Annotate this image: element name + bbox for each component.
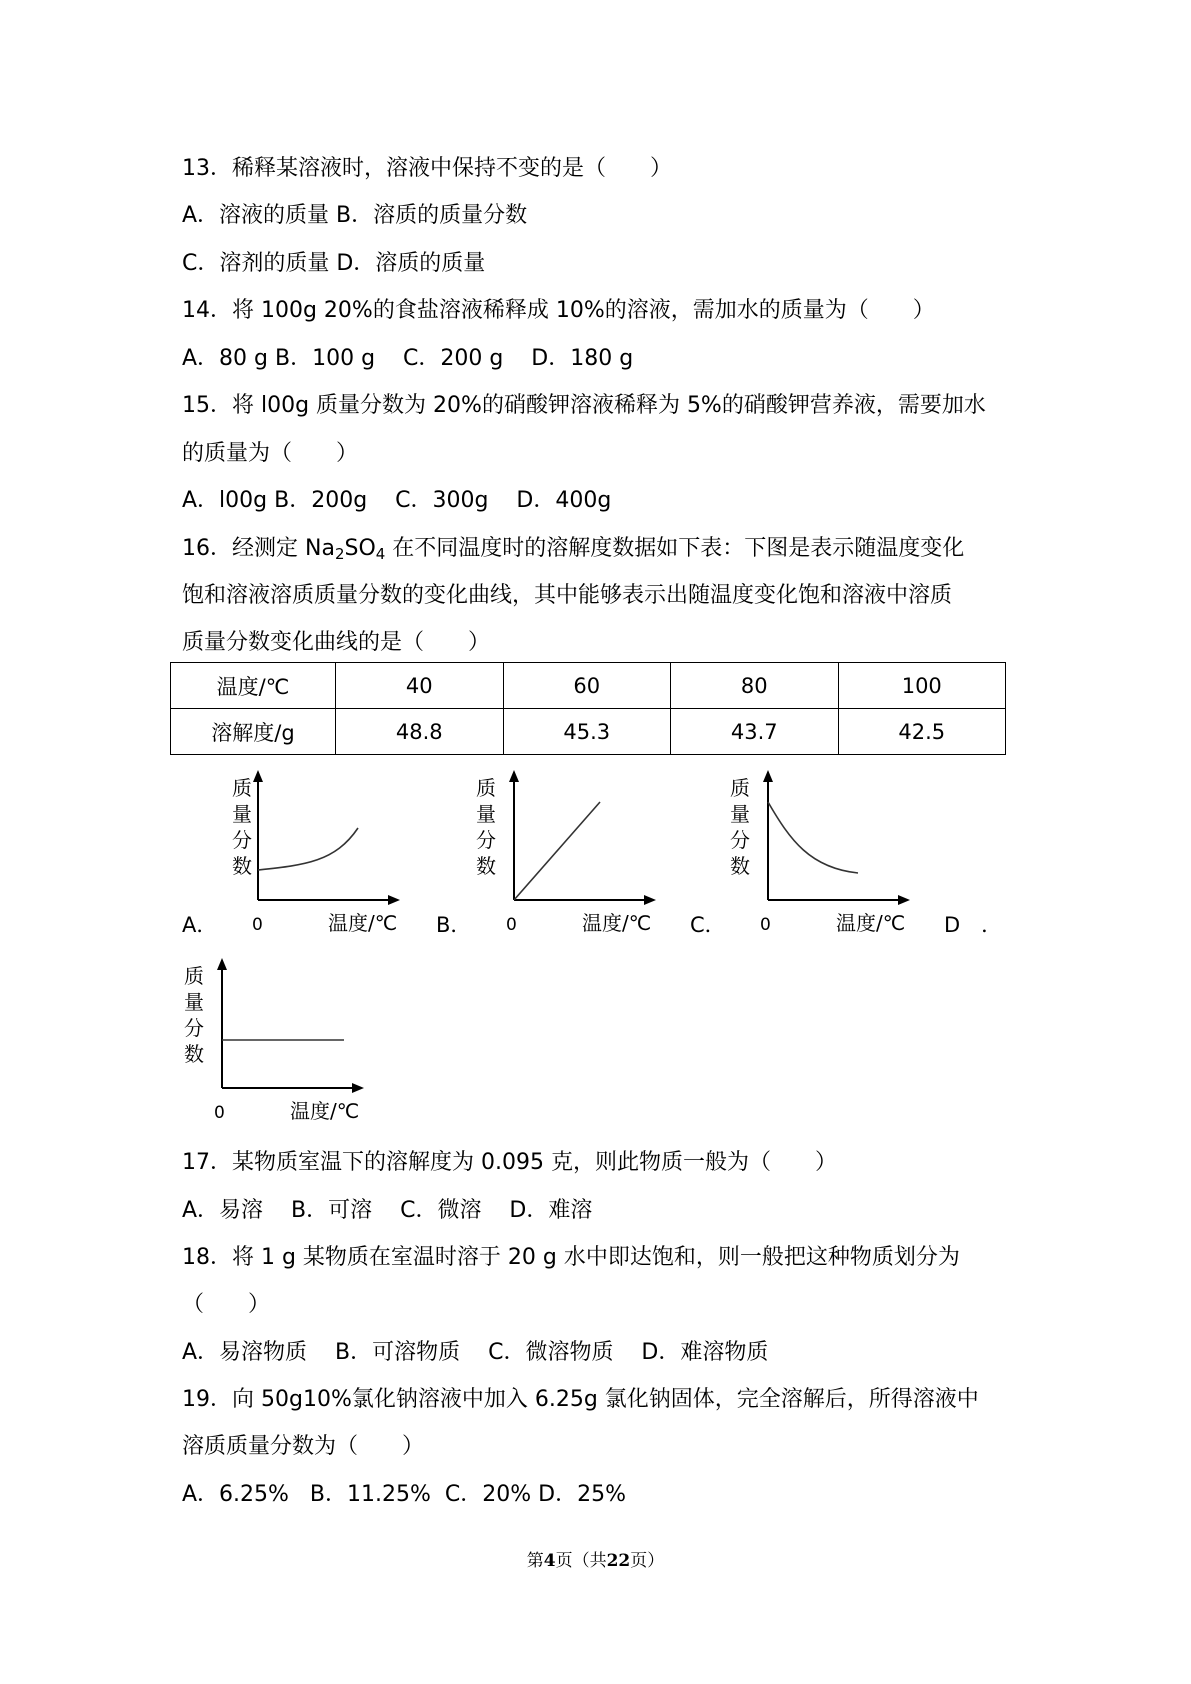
q13-options-cd: C．溶剂的质量 D．溶质的质量 <box>182 251 486 276</box>
graph-ylabel-char: 数 <box>184 1042 204 1066</box>
graph-xlabel: 温度/℃ <box>582 911 652 935</box>
q15-stem-line1: 15．将 l00g 质量分数为 20%的硝酸钾溶液稀释为 5%的硝酸钾营养液，需要加水 <box>182 393 986 418</box>
graph-ylabel-char: 分 <box>730 828 750 852</box>
q17-options: A．易溶 B．可溶 C．微溶 D．难溶 <box>182 1198 593 1223</box>
q19-stem-line2: 溶质质量分数为（ ） <box>182 1434 425 1459</box>
table-cell: 48.8 <box>336 709 504 755</box>
graph-option-b-label: B． <box>436 913 472 937</box>
q14-options: A．80 g B．100 g C．200 g D．180 g <box>182 346 634 371</box>
y-axis-arrow <box>509 770 519 782</box>
q13-options-ab: A．溶液的质量 B．溶质的质量分数 <box>182 203 528 228</box>
q19-stem-line1: 19．向 50g10%氯化钠溶液中加入 6.25g 氯化钠固体，完全溶解后，所得溶液中 <box>182 1387 979 1412</box>
q18-stem-line2: （ ） <box>182 1292 271 1317</box>
graph-ylabel-char: 数 <box>476 854 496 878</box>
q16-stem-line2: 饱和溶液溶质质量分数的变化曲线，其中能够表示出随温度变化饱和溶液中溶质 <box>182 583 953 608</box>
y-axis-arrow <box>217 958 227 970</box>
y-axis-arrow <box>253 770 263 782</box>
solubility-header: 溶解度/g <box>171 709 336 755</box>
graph-ylabel-char: 量 <box>730 802 750 826</box>
graph-ylabel-char: 分 <box>184 1016 204 1040</box>
q14-stem: 14．将 100g 20%的食盐溶液稀释成 10%的溶液，需加水的质量为（ ） <box>182 298 935 323</box>
q17-stem: 17．某物质室温下的溶解度为 0.095 克，则此物质一般为（ ） <box>182 1150 837 1175</box>
line-rising <box>514 802 600 900</box>
table-cell: 80 <box>671 663 839 709</box>
graph-option-d <box>172 958 372 1128</box>
table-cell: 60 <box>503 663 671 709</box>
graph-ylabel-char: 量 <box>184 990 204 1014</box>
graph-option-c <box>718 770 918 940</box>
table-cell: 45.3 <box>503 709 671 755</box>
x-axis-arrow <box>898 895 910 905</box>
q15-options: A．l00g B．200g C．300g D．400g <box>182 488 612 513</box>
graph-ylabel-char: 量 <box>232 802 252 826</box>
graph-option-b <box>464 770 664 940</box>
graph-ylabel-char: 质 <box>184 964 204 988</box>
q15-stem-line2: 的质量为（ ） <box>182 441 359 466</box>
graph-option-d-label: D ． <box>944 913 1003 937</box>
curve-falling <box>768 802 858 873</box>
graph-xlabel: 温度/℃ <box>328 911 398 935</box>
temperature-header: 温度/℃ <box>171 663 336 709</box>
graph-xlabel: 温度/℃ <box>290 1099 360 1123</box>
q16-stem-line1: 16．经测定 $Na_2SO_4$ 在不同温度时的溶解度数据如下表：下图是表示随温度变化 <box>182 536 965 563</box>
q18-options: A．易溶物质 B．可溶物质 C．微溶物质 D．难溶物质 <box>182 1340 769 1365</box>
graph-ylabel-char: 数 <box>730 854 750 878</box>
graph-ylabel-char: 分 <box>476 828 496 852</box>
q16-stem-line3: 质量分数变化曲线的是（ ） <box>182 630 491 655</box>
q19-options: A．6.25% B．11.25% C．20% D．25% <box>182 1482 626 1507</box>
q13-stem: 13．稀释某溶液时，溶液中保持不变的是（ ） <box>182 156 672 181</box>
y-axis-arrow <box>763 770 773 782</box>
graph-ylabel-char: 分 <box>232 828 252 852</box>
curve-rising <box>258 828 358 870</box>
solubility-table <box>170 662 1006 755</box>
q18-stem-line1: 18．将 1 g 某物质在室温时溶于 20 g 水中即达饱和，则一般把这种物质划分为 <box>182 1245 960 1270</box>
table-row <box>171 709 1006 755</box>
graph-ylabel-char: 质 <box>476 776 496 800</box>
page-footer: 第4页（共22页） <box>526 1551 665 1571</box>
graph-origin: 0 <box>252 915 263 935</box>
graph-ylabel-char: 数 <box>232 854 252 878</box>
table-cell: 43.7 <box>671 709 839 755</box>
x-axis-arrow <box>352 1083 364 1093</box>
table-cell: 42.5 <box>838 709 1006 755</box>
graph-ylabel-char: 质 <box>730 776 750 800</box>
graph-origin: 0 <box>760 915 771 935</box>
graph-option-c-label: C． <box>690 913 726 937</box>
graph-origin: 0 <box>506 915 517 935</box>
graph-option-a <box>210 770 410 940</box>
x-axis-arrow <box>644 895 656 905</box>
table-cell: 40 <box>336 663 504 709</box>
x-axis-arrow <box>388 895 400 905</box>
graph-xlabel: 温度/℃ <box>836 911 906 935</box>
graph-origin: 0 <box>214 1103 225 1123</box>
graph-option-a-label: A． <box>182 913 218 937</box>
graph-ylabel-char: 量 <box>476 802 496 826</box>
graph-ylabel-char: 质 <box>232 776 252 800</box>
table-cell: 100 <box>838 663 1006 709</box>
table-row <box>171 663 1006 709</box>
